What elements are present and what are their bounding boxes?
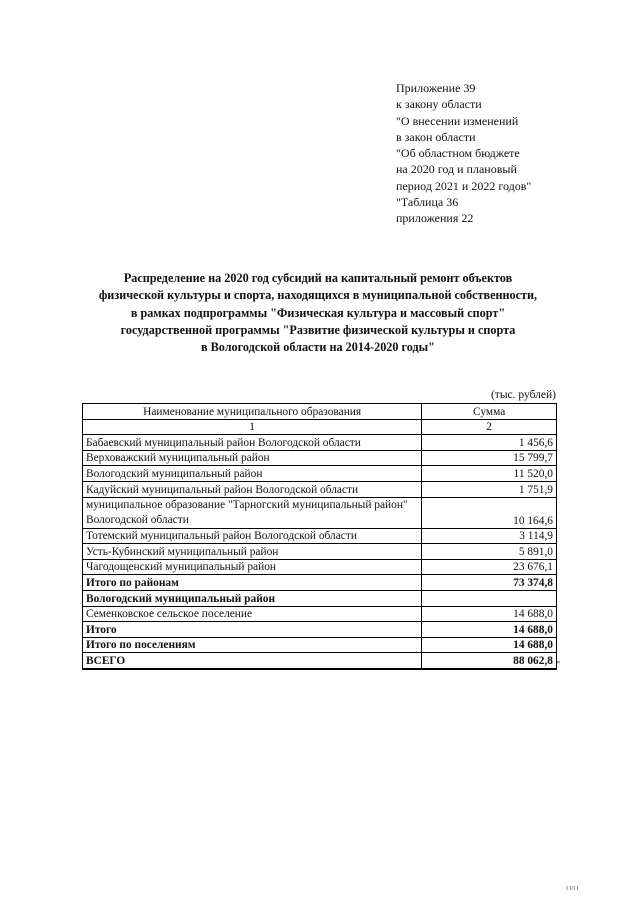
cell-sum: 11 520,0	[422, 466, 557, 482]
table-row	[83, 606, 557, 622]
appendix-line: к закону области	[396, 97, 482, 112]
cell-sum: 10 164,6	[422, 497, 557, 528]
table-row	[83, 435, 557, 451]
cell-name: Усть-Кубинский муниципальный район	[83, 544, 422, 560]
column-number: 1	[83, 419, 422, 435]
table-row	[83, 450, 557, 466]
document-title	[80, 270, 556, 356]
appendix-header	[396, 80, 626, 227]
cell-name: Итого по поселениям	[83, 637, 422, 653]
appendix-line: "Таблица 36	[396, 195, 459, 210]
table-row	[83, 575, 557, 591]
title-line: физической культуры и спорта, находящихся в муниципальной собственности,	[98, 288, 538, 303]
title-line: в Вологодской области на 2014-2020 годы"	[201, 340, 435, 355]
table-row	[83, 528, 557, 544]
table-row	[83, 637, 557, 653]
table-row	[83, 481, 557, 497]
column-header-sum: Сумма	[422, 404, 557, 420]
units-label: (тыс. рублей)	[490, 389, 556, 401]
cell-name: Тотемский муниципальный район Вологодской области	[83, 528, 422, 544]
subsidy-table	[82, 403, 557, 670]
cell-name: Итого по районам	[83, 575, 422, 591]
cell-sum: 14 688,0	[422, 606, 557, 622]
appendix-line: Приложение 39	[396, 81, 476, 95]
column-header-name: Наименование муниципального образования	[83, 404, 422, 420]
cell-sum: 1 751,9	[422, 481, 557, 497]
closing-quote-mark: "	[556, 660, 561, 671]
table-row	[83, 590, 557, 606]
cell-sum: 5 891,0	[422, 544, 557, 560]
cell-sum: 23 676,1	[422, 559, 557, 575]
appendix-line: на 2020 год и плановый	[396, 162, 517, 177]
cell-name: Кадуйский муниципальный район Вологодской области	[83, 481, 422, 497]
column-number-row	[83, 419, 557, 435]
appendix-line: "Об областном бюджете	[396, 146, 520, 161]
cell-name: Бабаевский муниципальный район Вологодской области	[83, 435, 422, 451]
appendix-line: период 2021 и 2022 годов"	[396, 178, 532, 193]
page-mark: I I/I I	[566, 886, 579, 892]
cell-sum: 73 374,8	[422, 575, 557, 591]
table-body	[83, 435, 557, 669]
cell-sum	[422, 590, 557, 606]
title-line: в рамках подпрограммы "Физическая культура и массовый спорт"	[130, 305, 506, 320]
table-row	[83, 466, 557, 482]
cell-name: муниципальное образование "Тарногский муниципальный район" Вологодской области	[83, 497, 422, 528]
appendix-line: приложения 22	[396, 211, 474, 226]
table-row	[83, 653, 557, 669]
table-row	[83, 544, 557, 560]
appendix-line: в закон области	[396, 129, 476, 144]
table-row	[83, 622, 557, 638]
table-row	[83, 559, 557, 575]
cell-sum: 1 456,6	[422, 435, 557, 451]
cell-name: ВСЕГО	[83, 653, 422, 669]
title-line: Распределение на 2020 год субсидий на капитальный ремонт объектов	[123, 271, 513, 285]
cell-sum: 15 799,7	[422, 450, 557, 466]
table-row	[83, 497, 557, 528]
cell-name: Верховажский муниципальный район	[83, 450, 422, 466]
cell-name: Чагодощенский муниципальный район	[83, 559, 422, 575]
cell-name: Вологодский муниципальный район	[83, 466, 422, 482]
cell-name: Вологодский муниципальный район	[83, 590, 422, 606]
column-number: 2	[422, 419, 557, 435]
cell-sum: 14 688,0	[422, 637, 557, 653]
appendix-line: "О внесении изменений	[396, 113, 519, 128]
cell-name: Итого	[83, 622, 422, 638]
cell-name: Семенковское сельское поселение	[83, 606, 422, 622]
cell-sum: 14 688,0	[422, 622, 557, 638]
cell-sum: 3 114,9	[422, 528, 557, 544]
cell-sum: 88 062,8	[422, 653, 557, 669]
title-line: государственной программы "Развитие физической культуры и спорта	[120, 322, 516, 337]
table-header-row	[83, 404, 557, 420]
